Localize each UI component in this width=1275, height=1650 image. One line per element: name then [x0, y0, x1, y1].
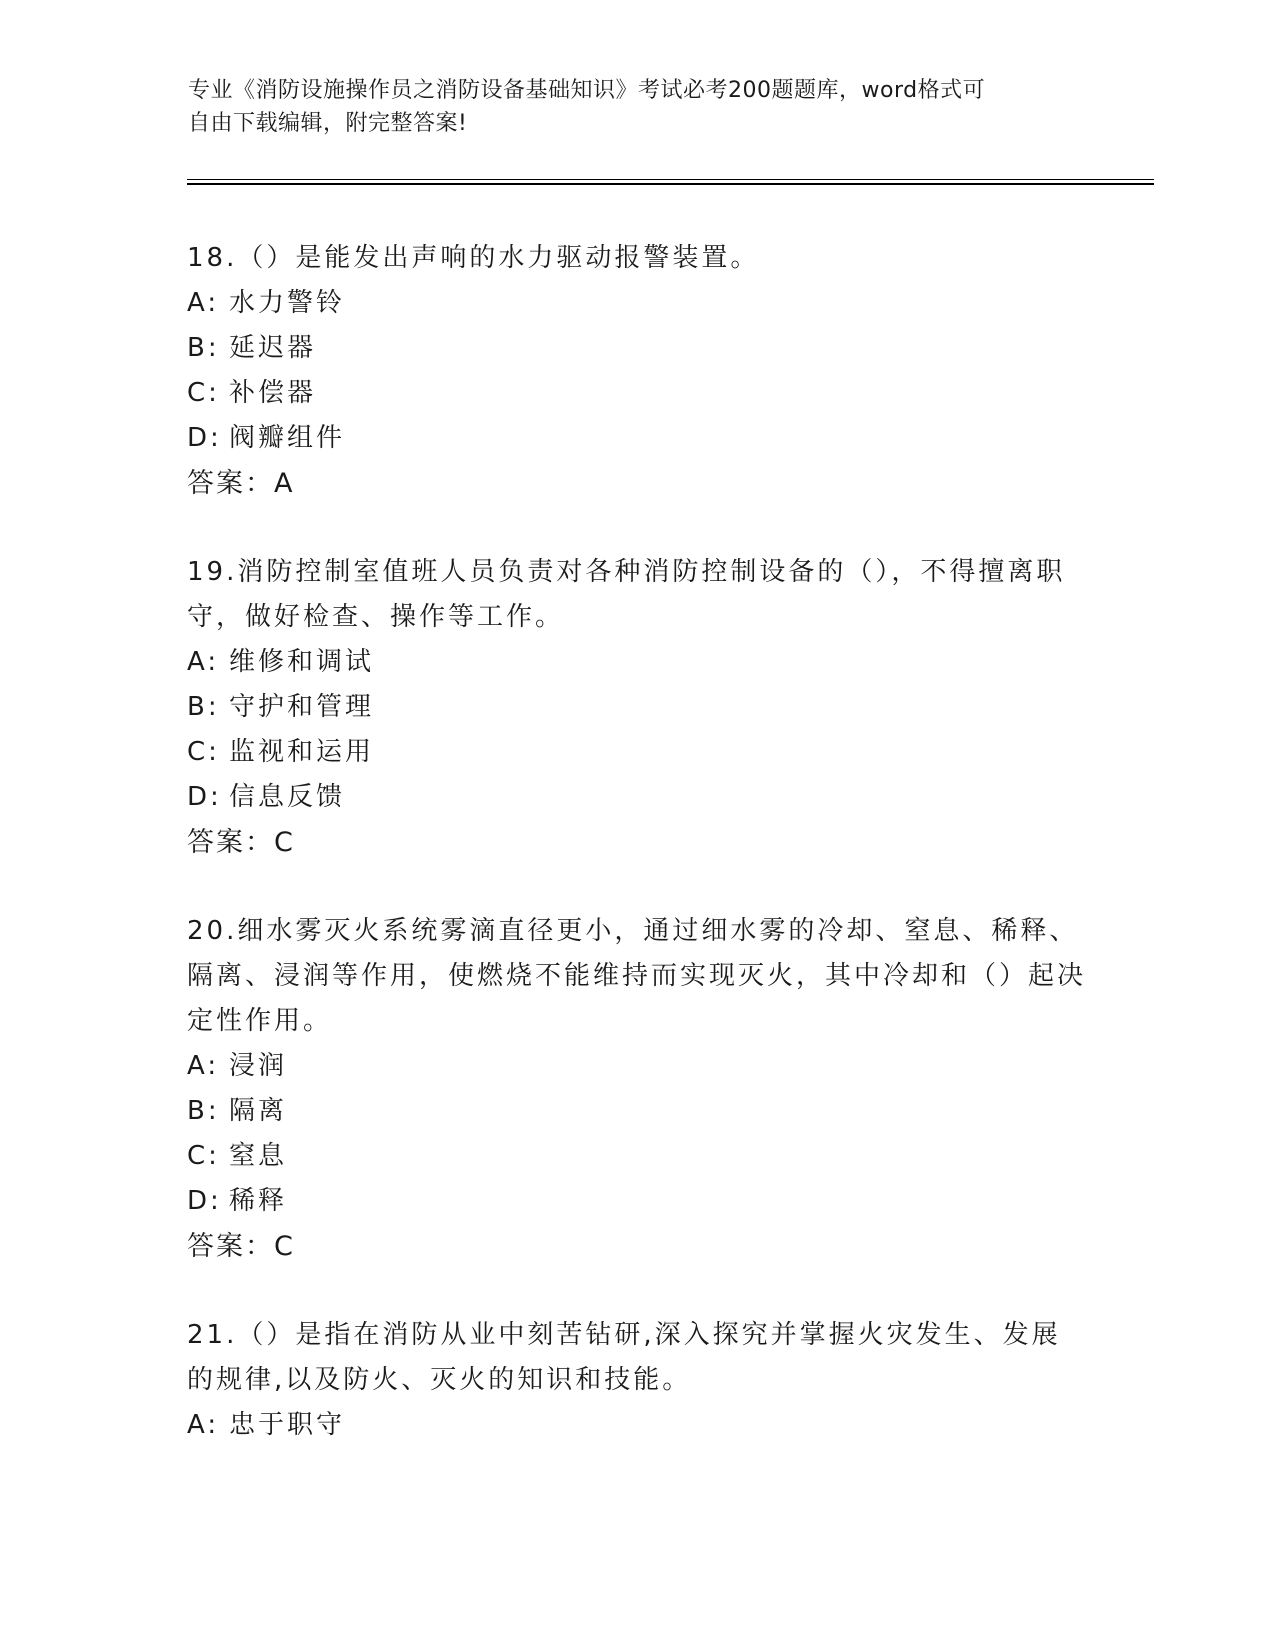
question-21 — [187, 1313, 1087, 1448]
option-c — [187, 371, 1087, 416]
option-text: 浸润 — [229, 1051, 288, 1081]
header-line-2: 自由下载编辑，附完整答案! — [188, 111, 468, 136]
option-text: 信息反馈 — [229, 782, 346, 812]
question-18 — [187, 236, 1087, 506]
option-text: 维修和调试 — [229, 647, 375, 677]
answer-line: 答案：C — [187, 1231, 295, 1262]
option-b — [187, 685, 1087, 730]
option-letter: D: — [187, 423, 222, 453]
question-text: 18.（）是能发出声响的水力驱动报警装置。 — [187, 243, 760, 273]
question-19 — [187, 550, 1087, 865]
option-c — [187, 730, 1087, 775]
option-text: 隔离 — [229, 1096, 288, 1126]
option-a — [187, 1044, 1087, 1089]
option-letter: D: — [187, 782, 222, 812]
option-a — [187, 640, 1087, 685]
option-a — [187, 1403, 1087, 1448]
option-letter: A: — [187, 288, 220, 318]
document-header — [188, 74, 1088, 140]
option-b — [187, 326, 1087, 371]
question-text: 20.细水雾灭火系统雾滴直径更小，通过细水雾的冷却、窒息、稀释、隔离、浸润等作用，使燃烧不能维持而实现灭火，其中冷却和（）起决定性作用。 — [187, 916, 1087, 1036]
option-text: 阀瓣组件 — [229, 423, 346, 453]
option-letter: D: — [187, 1186, 222, 1216]
option-letter: A: — [187, 647, 220, 677]
option-letter: B: — [187, 333, 220, 363]
option-letter: A: — [187, 1051, 220, 1081]
option-a — [187, 281, 1087, 326]
option-letter: C: — [187, 737, 220, 767]
option-text: 水力警铃 — [229, 288, 346, 318]
option-d — [187, 1179, 1087, 1224]
header-divider-thin — [187, 179, 1154, 180]
option-text: 延迟器 — [229, 333, 317, 363]
option-letter: C: — [187, 378, 220, 408]
option-text: 窒息 — [229, 1141, 288, 1171]
option-b — [187, 1089, 1087, 1134]
option-letter: A: — [187, 1410, 220, 1440]
option-c — [187, 1134, 1087, 1179]
option-letter: C: — [187, 1141, 220, 1171]
option-d — [187, 775, 1087, 820]
answer-line: 答案：A — [187, 468, 295, 499]
question-text: 21.（）是指在消防从业中刻苦钻研,深入探究并掌握火灾发生、发展的规律,以及防火、灭火的知识和技能。 — [187, 1320, 1061, 1395]
option-text: 忠于职守 — [229, 1410, 346, 1440]
question-text: 19.消防控制室值班人员负责对各种消防控制设备的（），不得擅离职守，做好检查、操作等工作。 — [187, 557, 1066, 632]
header-line-1: 专业《消防设施操作员之消防设备基础知识》考试必考200题题库，word格式可 — [188, 78, 986, 103]
option-letter: B: — [187, 1096, 220, 1126]
option-letter: B: — [187, 692, 220, 722]
question-20 — [187, 909, 1087, 1269]
option-d — [187, 416, 1087, 461]
option-text: 守护和管理 — [229, 692, 375, 722]
header-divider-thick — [187, 183, 1154, 185]
question-list — [187, 236, 1087, 1492]
option-text: 监视和运用 — [229, 737, 375, 767]
option-text: 补偿器 — [229, 378, 317, 408]
answer-line: 答案：C — [187, 827, 295, 858]
option-text: 稀释 — [229, 1186, 288, 1216]
